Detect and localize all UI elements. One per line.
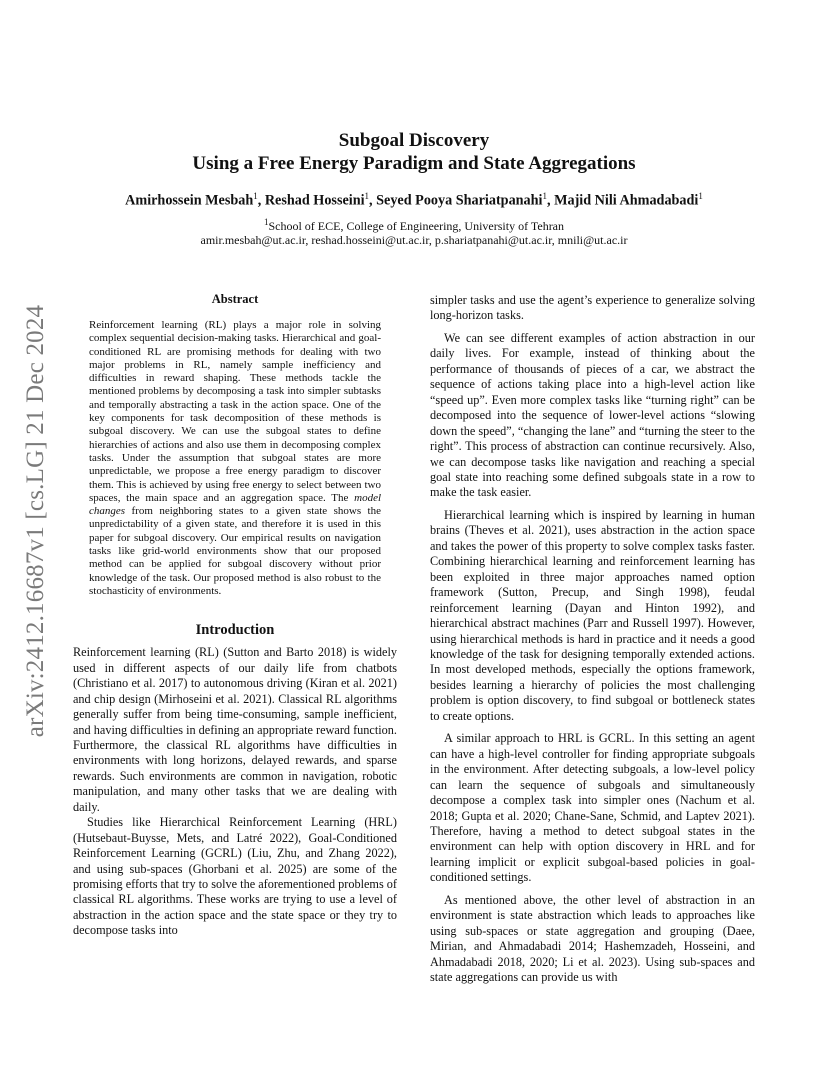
body-paragraph: Hierarchical learning which is inspired by learning in human brains (Theves et al. 2021), uses abstraction in the action space and takes the power of this property to solve complex tasks faster. Combining hierarchical learning and reinforcement learning has been exploited in three major approaches named option framework (Sutton, Precup, and Singh 1998), feudal reinforcement learning (Dayan and Hinton 1992), and hierarchical abstract machines (Parr and Russell 1997). However, using hierarchical methods is hard in practice and it needs a good knowledge of the task for designing temporally extended actions. In most developed methods, especially the options framework, besides learning a hierarchy of policies the most challenging problem is option discovery, to find subgoal or bottleneck states to create options. (430, 507, 755, 723)
introduction-heading: Introduction (195, 622, 275, 639)
author-name: Majid Nili Ahmadabadi (554, 192, 699, 209)
abstract-text-part: from neighboring states to a given state shows the unpredictability of a given state, and therefore it is used in this paper for subgoal discovery. Our empirical results on navigation tasks like grid-world environments show that our proposed method can be applied for subgoal discovery without prior knowledge of the task. Our proposed method is also robust to the stochasticity of environments. (89, 505, 381, 597)
affiliation-text: School of ECE, College of Engineering, University of Tehran (268, 219, 565, 233)
abstract-emphasis: model changes (89, 491, 382, 518)
affiliation-mark: 1 (253, 191, 258, 201)
author-emails: amir.mesbah@ut.ac.ir, reshad.hosseini@ut.ac.ir, p.shariatpanahi@ut.ac.ir, mnili@ut.ac.ir (200, 233, 628, 247)
intro-paragraph: Reinforcement learning (RL) (Sutton and Barto 2018) is widely used in different aspects of our daily life from chatbots (Christiano et al. 2017) to autonomous driving (Kiran et al. 2021) and chip design (Mirhoseini et al. 2021). Classical RL algorithms generally suffer from being time-consuming, sample inefficient, and having difficulties in defining an appropriate reward function. Furthermore, the classical RL algorithms have difficulties in environments with long horizons, delayed rewards, and sparse rewards. Such environments are common in navigation, robotic manipulation, and many other tasks that we are dealing with daily. (73, 645, 397, 814)
author-list: Amirhossein Mesbah$^1$, Reshad Hosseini$^1$, Seyed Pooya Shariatpanahi$^1$, Majid Nili Ahmadabadi$^1$ (125, 191, 703, 209)
body-paragraph: simpler tasks and use the agent’s experience to generalize solving long-horizon tasks. (430, 293, 755, 323)
abstract-text (89, 319, 381, 598)
affiliation-mark: 1 (698, 191, 703, 201)
body-paragraph: We can see different examples of action abstraction in our daily lives. For example, instead of thinking about the performance of thousands of pieces of a car, we abstract the sequence of actions taking place into a high-level action like “speed up”. Even more complex tasks like “turning right” can be decomposed into the sequence of lower-level actions “slowing down the speed”, “changing the lane” and “turning the steer to the right”. This process of abstraction can continue recursively. Also, we can decompose tasks like navigation and reaching a special goal state into reaching some defined subgoals state in a row to make the task easier. (430, 330, 755, 500)
arxiv-identifier-text: arXiv:2412.16687v1 [cs.LG] 21 Dec 2024 (22, 304, 49, 738)
affiliation (0, 217, 828, 234)
affiliation-mark: 1 (263, 217, 269, 227)
body-paragraph: As mentioned above, the other level of abstraction in an environment is state abstraction which leads to approaches like using sub-spaces or state aggregation and grouping (Daee, Mirian, and Ahmadabadi 2014; Hashemzadeh, Hosseini, and Ahmadabadi 2018, 2020; Li et al. 2023). Using sub-spaces and state aggregations can provide us with (430, 892, 755, 985)
left-column (73, 292, 397, 939)
author-name: Amirhossein Mesbah (125, 192, 254, 209)
author-name: Reshad Hosseini (264, 192, 365, 209)
body-paragraph: A similar approach to HRL is GCRL. In this setting an agent can have a high-level controller for finding appropriate subgoals in the environment. After detecting subgoals, a low-level policy can learn the sequence of subgoals and simultaneously decompose a complex task into simpler ones (Nachum et al. 2018; Gupta et al. 2020; Chane-Sane, Schmid, and Laptev 2021). Therefore, having a method to detect subgoal states in the environment can help with option discovery in HRL and for learning implicit or explicit subgoal-based policies in goal-conditioned settings. (430, 731, 755, 885)
affiliation-mark: 1 (542, 191, 547, 201)
affiliation-mark: 1 (364, 191, 370, 201)
intro-paragraph: Studies like Hierarchical Reinforcement Learning (HRL) (Hutsebaut-Buysse, Mets, and Latré 2022), Goal-Conditioned Reinforcement Learning (GCRL) (Liu, Zhu, and Zhang 2022), and using sub-spaces (Ghorbani et al. 2025) are some of the promising efforts that try to solve the aforementioned problems of classical RL algorithms. These works are trying to use a level of abstraction in the action space and the state space or they try to decompose tasks into (73, 815, 397, 938)
abstract-text-part: Reinforcement learning (RL) plays a major role in solving complex sequential decision-making tasks. Hierarchical and goal-conditioned RL are promising methods for dealing with two major problems in RL, namely sample inefficiency and difficulties in reward shaping. These methods tackle the mentioned problems by decomposing a task into simpler subtasks and temporally abstracting a task in the action space. One of the key components for task decomposition of these methods is subgoal discovery. We can use the subgoal states to define hierarchies of actions and also use them in decomposing complex tasks. Under the assumption that subgoal states are more unpredictable, we propose a free energy paradigm to discover them. This is achieved by using free energy to select between two spaces, the main space and an aggregation space. The (89, 319, 381, 504)
abstract-heading: Abstract (211, 292, 259, 306)
paper-title-line-2: Using a Free Energy Paradigm and State Aggregations (192, 153, 636, 174)
arxiv-identifier-stamp (16, 286, 56, 756)
right-column (430, 293, 755, 985)
paper-title-line-1: Subgoal Discovery (338, 130, 490, 151)
author-name: Seyed Pooya Shariatpanahi (376, 192, 543, 209)
